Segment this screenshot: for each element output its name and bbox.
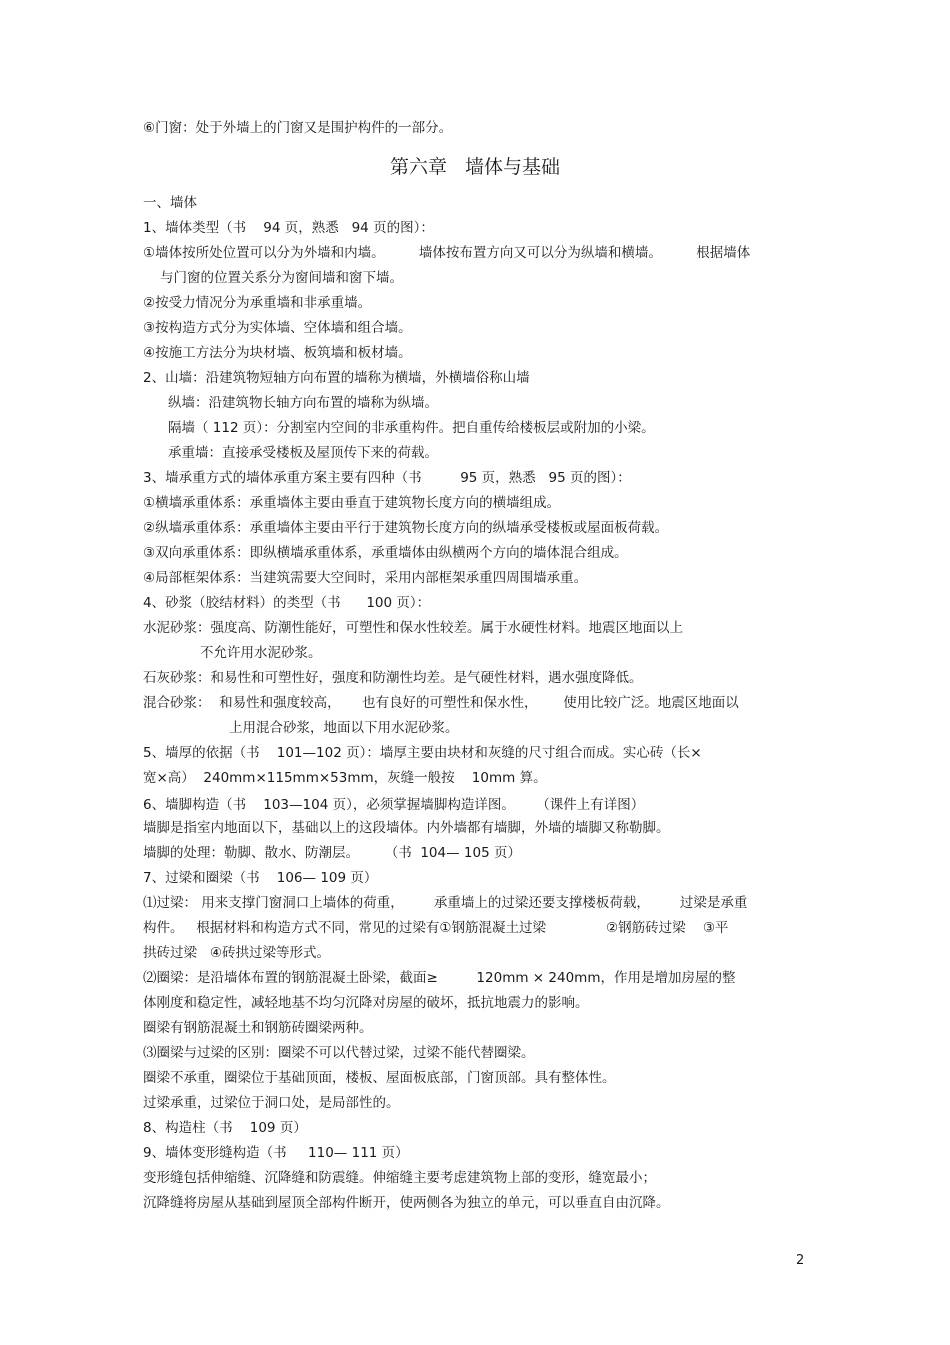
text-line: 9、墙体变形缝构造（书 110— 111 页） <box>143 1145 409 1161</box>
text-line: ②按受力情况分为承重墙和非承重墙。 <box>143 295 372 311</box>
text-line: 圈梁有钢筋混凝土和钢筋砖圈梁两种。 <box>143 1020 373 1036</box>
text-line: 墙脚的处理：勒脚、散水、防潮层。 （书 104— 105 页） <box>143 845 521 861</box>
text-line: 体刚度和稳定性，减轻地基不均匀沉降对房屋的破坏，抵抗地震力的影响。 <box>143 995 589 1011</box>
page-number: 2 <box>796 1253 805 1268</box>
text-line: 隔墙（ 112 页）：分割室内空间的非承重构件。把自重传给楼板层或附加的小梁。 <box>168 420 655 436</box>
text-line: 拱砖过梁 ④砖拱过梁等形式。 <box>143 945 330 961</box>
chapter-title: 第六章 墙体与基础 <box>389 156 561 178</box>
text-line: 构件。 根据材料和构造方式不同，常见的过梁有①钢筋混凝土过梁 ②钢筋砖过梁 ③平 <box>143 920 729 936</box>
text-line: 水泥砂浆：强度高、防潮性能好，可塑性和保水性较差。属于水硬性材料。地震区地面以上 <box>143 620 683 636</box>
text-line: 8、构造柱（书 109 页） <box>143 1120 307 1136</box>
text-line: ⑵圈梁：是沿墙体布置的钢筋混凝土卧梁，截面≥ 120mm × 240mm，作用是增加房屋的整 <box>143 970 736 986</box>
text-line: 1、墙体类型（书 94 页，熟悉 94 页的图）： <box>143 220 434 236</box>
text-line: 沉降缝将房屋从基础到屋顶全部构件断开，使两侧各为独立的单元，可以垂直自由沉降。 <box>143 1195 670 1211</box>
text-line: 宽×高） 240mm×115mm×53mm，灰缝一般按 10mm 算。 <box>143 770 547 786</box>
text-line: 上用混合砂浆，地面以下用水泥砂浆。 <box>229 720 459 736</box>
text-line: ②纵墙承重体系：承重墙体主要由平行于建筑物长度方向的纵墙承受楼板或屋面板荷载。 <box>143 520 669 536</box>
text-line: 混合砂浆： 和易性和强度较高， 也有良好的可塑性和保水性， 使用比较广泛。地震区地面以 <box>143 695 739 711</box>
text-line: 2、山墙：沿建筑物短轴方向布置的墙称为横墙，外横墙俗称山墙 <box>143 370 530 386</box>
text-line: ④按施工方法分为块材墙、板筑墙和板材墙。 <box>143 345 412 361</box>
text-line: 纵墙：沿建筑物长轴方向布置的墙称为纵墙。 <box>168 395 438 411</box>
text-line: 与门窗的位置关系分为窗间墙和窗下墙。 <box>160 270 403 286</box>
section-heading: 一、墙体 <box>143 195 197 211</box>
text-line: ①横墙承重体系：承重墙体主要由垂直于建筑物长度方向的横墙组成。 <box>143 495 561 511</box>
text-line: 圈梁不承重，圈梁位于基础顶面，楼板、屋面板底部，门窗顶部。具有整体性。 <box>143 1070 616 1086</box>
text-line: 4、砂浆（胶结材料）的类型（书 100 页）： <box>143 595 431 611</box>
text-line: ③双向承重体系：即纵横墙承重体系，承重墙体由纵横两个方向的墙体混合组成。 <box>143 545 628 561</box>
text-line: ①墙体按所处位置可以分为外墙和内墙。 墙体按布置方向又可以分为纵墙和横墙。 根据墙体 <box>143 245 751 261</box>
text-line: ⑥门窗：处于外墙上的门窗又是围护构件的一部分。 <box>143 120 453 136</box>
text-line: 7、过梁和圈梁（书 106— 109 页） <box>143 870 378 886</box>
text-line: 3、墙承重方式的墙体承重方案主要有四种（书 95 页，熟悉 95 页的图）： <box>143 470 631 486</box>
text-line: 承重墙：直接承受楼板及屋顶传下来的荷载。 <box>168 445 438 461</box>
text-line: 不允许用水泥砂浆。 <box>200 645 322 661</box>
text-line: ③按构造方式分为实体墙、空体墙和组合墙。 <box>143 320 412 336</box>
text-line: ④局部框架体系：当建筑需要大空间时，采用内部框架承重四周围墙承重。 <box>143 570 588 586</box>
text-line: 5、墙厚的依据（书 101—102 页）：墙厚主要由块材和灰缝的尺寸组合而成。实心砖（长× <box>143 745 702 761</box>
text-line: 变形缝包括伸缩缝、沉降缝和防震缝。伸缩缝主要考虑建筑物上部的变形，缝宽最小； <box>143 1170 656 1186</box>
text-line: 石灰砂浆：和易性和可塑性好，强度和防潮性均差。是气硬性材料，遇水强度降低。 <box>143 670 643 686</box>
text-line: 墙脚是指室内地面以下，基础以上的这段墙体。内外墙都有墙脚，外墙的墙脚又称勒脚。 <box>143 820 670 836</box>
text-line: ⑴过梁： 用来支撑门窗洞口上墙体的荷重， 承重墙上的过梁还要支撑楼板荷载， 过梁是承重 <box>143 895 748 911</box>
text-line: 过梁承重，过梁位于洞口处，是局部性的。 <box>143 1095 400 1111</box>
text-line: 6、墙脚构造（书 103—104 页），必须掌握墙脚构造详图。 （课件上有详图） <box>143 797 645 813</box>
text-line: ⑶圈梁与过梁的区别：圈梁不可以代替过梁，过梁不能代替圈梁。 <box>143 1045 535 1061</box>
